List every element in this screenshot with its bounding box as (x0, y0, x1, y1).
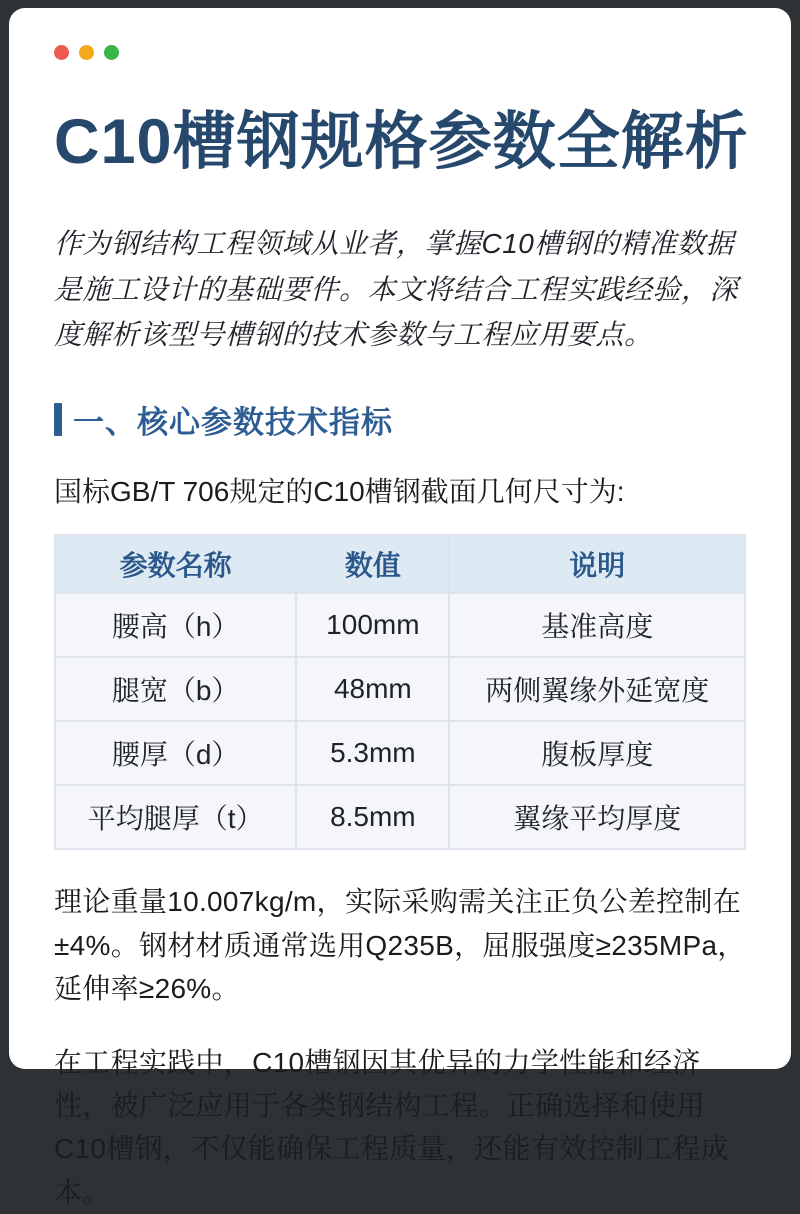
window-green-dot-icon (104, 45, 119, 60)
section-accent-bar (54, 403, 62, 436)
cell-param: 腰高（h） (55, 593, 296, 657)
header-cell-param: 参数名称 (55, 535, 296, 593)
header-cell-desc: 说明 (449, 535, 745, 593)
cell-param: 腿宽（b） (55, 657, 296, 721)
table-header-row (55, 535, 745, 593)
cell-desc: 基准高度 (449, 593, 745, 657)
spec-table-body (55, 593, 745, 849)
cell-value: 100mm (296, 593, 449, 657)
window-controls (54, 44, 746, 60)
spec-table-header (55, 535, 745, 593)
cell-desc: 两侧翼缘外延宽度 (449, 657, 745, 721)
cell-value: 8.5mm (296, 785, 449, 849)
cell-param: 平均腿厚（t） (55, 785, 296, 849)
page-title: C10槽钢规格参数全解析 (54, 107, 749, 177)
table-row (55, 593, 745, 657)
cell-param: 腰厚（d） (55, 721, 296, 785)
section-title: 一、核心参数技术指标 (73, 405, 393, 441)
section-heading (54, 397, 746, 442)
application-paragraph: 在工程实践中，C10槽钢因其优异的力学性能和经济性，被广泛应用于各类钢结构工程。正确选择和使用C10槽钢，不仅能确保工程质量，还能有效控制工程成本。 (54, 1046, 729, 1208)
table-row (55, 785, 745, 849)
weight-material-paragraph: 理论重量10.007kg/m，实际采购需关注正负公差控制在±4%。钢材材质通常选用Q235B，屈服强度≥235MPa，延伸率≥26%。 (54, 886, 746, 1005)
cell-value: 5.3mm (296, 721, 449, 785)
spec-table (54, 534, 746, 850)
intro-paragraph: 作为钢结构工程领域从业者，掌握C10槽钢的精准数据是施工设计的基础要件。本文将结合工程实践经验，深度解析该型号槽钢的技术参数与工程应用要点。 (54, 228, 739, 351)
table-lead-in-text: 国标GB/T 706规定的C10槽钢截面几何尺寸为: (54, 476, 625, 508)
cell-value: 48mm (296, 657, 449, 721)
cell-desc: 腹板厚度 (449, 721, 745, 785)
article-card (9, 8, 791, 1208)
window-yellow-dot-icon (79, 45, 94, 60)
header-cell-value: 数值 (296, 535, 449, 593)
cell-desc: 翼缘平均厚度 (449, 785, 745, 849)
table-row (55, 657, 745, 721)
window-red-dot-icon (54, 45, 69, 60)
table-row (55, 721, 745, 785)
